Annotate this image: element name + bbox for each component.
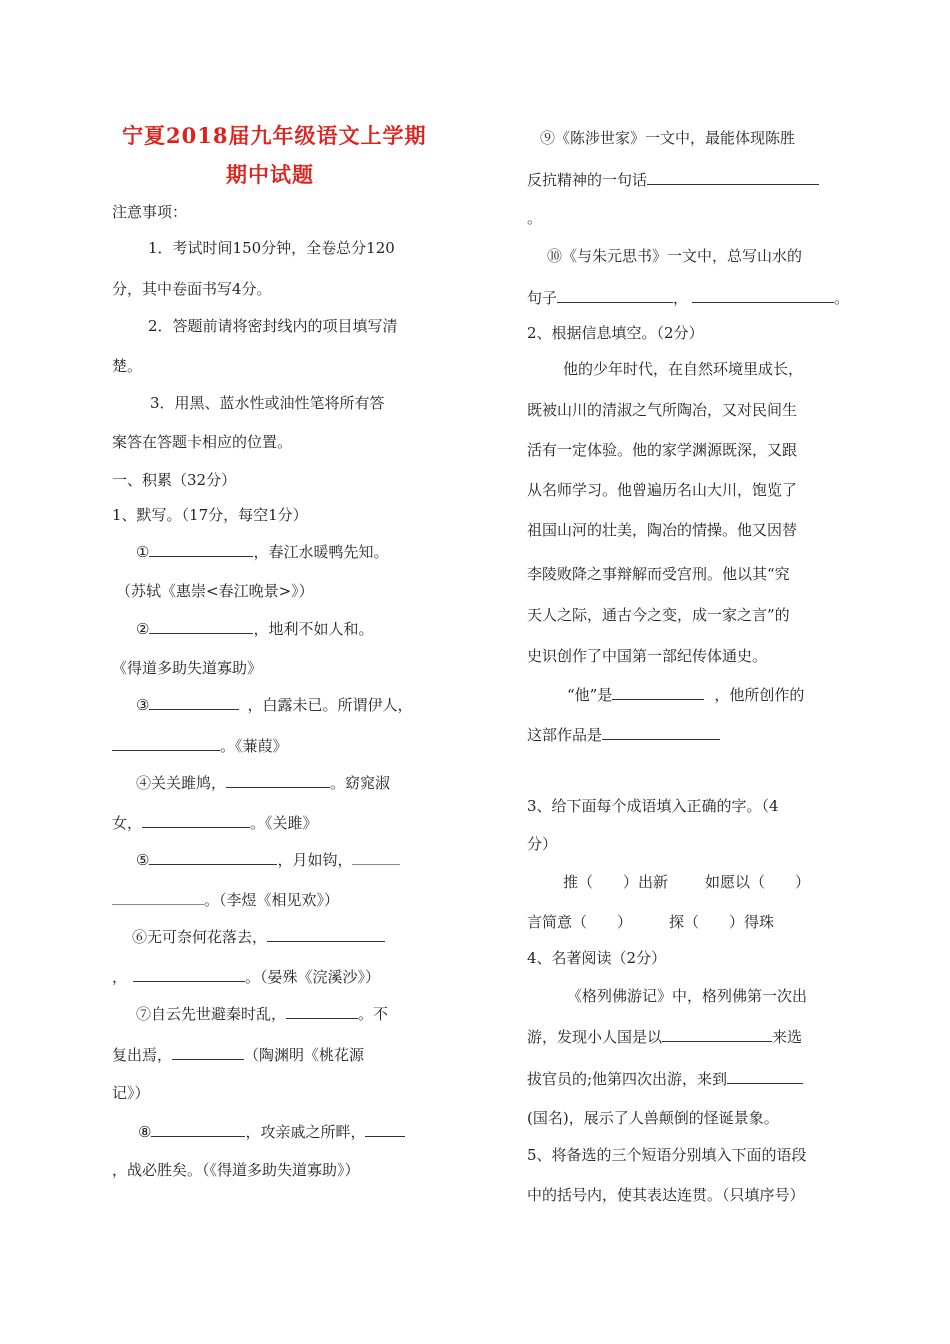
notice-item-2-cont: 楚。	[112, 357, 143, 375]
q2-passage-line: 李陵败降之事辩解而受宫刑。他以其“究	[527, 565, 790, 583]
recite-line-7	[136, 1003, 388, 1024]
q2-answer-line-1	[567, 684, 804, 705]
answer-blank[interactable]	[226, 772, 330, 788]
notice-item-1-cont: 分，其中卷面书写4分。	[112, 280, 272, 298]
q2-answer-line-2	[527, 724, 720, 745]
recite-4b-suffix: 。《关雎》	[250, 814, 318, 832]
recite-10b-prefix: 句子	[527, 289, 558, 307]
answer-blank[interactable]	[133, 966, 245, 982]
answer-blank[interactable]	[602, 724, 720, 740]
answer-blank[interactable]	[365, 1121, 405, 1137]
answer-blank[interactable]	[612, 684, 704, 700]
answer-blank[interactable]	[149, 694, 239, 710]
recite-line-9b	[527, 169, 819, 190]
recite-6b-prefix: ，	[112, 968, 128, 986]
recite-4-suffix: 。窈窕淑	[330, 774, 391, 792]
recite-3-prefix: ③	[136, 696, 150, 714]
recite-line-10b	[527, 287, 849, 308]
recite-5-prefix: ⑤	[136, 851, 150, 869]
recite-8-prefix: ⑧	[138, 1123, 152, 1141]
notice-item-1: 1．考试时间150分钟，全卷总分120	[148, 239, 395, 257]
recite-7b-suffix: （陶渊明《桃花源	[244, 1046, 365, 1064]
answer-blank[interactable]	[662, 1026, 772, 1042]
answer-blank[interactable]	[112, 889, 204, 905]
recite-4-prefix: ④关关雎鸠，	[136, 774, 227, 792]
answer-blank[interactable]	[112, 735, 220, 751]
q4-line-1: 《格列佛游记》中，格列佛第一次出	[567, 987, 808, 1005]
notice-heading: 注意事项：	[112, 203, 188, 221]
idiom-item-4: 探（ ）得珠	[669, 913, 775, 931]
q2-passage-line: 祖国山河的壮美，陶冶的情操。他又因替	[527, 521, 798, 539]
q2-passage-line: 活有一定体验。他的家学渊源既深，又跟	[527, 441, 798, 459]
idiom-item-3: 言简意（ ）	[527, 913, 633, 931]
answer-blank[interactable]	[647, 169, 819, 185]
question-4-heading: 4、名著阅读（2分）	[527, 949, 667, 967]
q2-passage-line: 既被山川的清淑之气所陶冶，又对民间生	[527, 401, 798, 419]
recite-line-4	[136, 772, 390, 793]
q4-line-2-suffix: 来选	[772, 1028, 803, 1046]
recite-line-6	[132, 926, 385, 947]
recite-6-prefix: ⑥无可奈何花落去，	[132, 928, 268, 946]
answer-blank[interactable]	[149, 849, 277, 865]
recite-line-2	[136, 618, 373, 639]
q4-line-2	[527, 1026, 802, 1047]
recite-7-suffix: 。不	[358, 1005, 389, 1023]
question-1-heading: 1、默写。（17分，每空1分）	[112, 506, 308, 524]
q2-passage-line: 他的少年时代，在自然环境里成长，	[563, 360, 804, 378]
recite-line-3b	[112, 735, 288, 756]
recite-line-4b	[112, 812, 318, 833]
idiom-item-2: 如愿以（ ）	[705, 873, 811, 891]
answer-blank[interactable]	[149, 541, 253, 557]
q2-passage-line: 天人之际，通古今之变，成一家之言”的	[527, 606, 790, 624]
q2-passage-line: 从名师学习。他曾遍历名山大川，饱览了	[527, 481, 798, 499]
recite-2-source: 《得道多助失道寡助》	[112, 659, 263, 677]
recite-line-1	[136, 541, 388, 562]
page-title-line1: 宁夏2018届九年级语文上学期	[122, 123, 427, 148]
recite-line-8	[138, 1121, 405, 1142]
recite-1-source: （苏轼《惠崇<春江晚景>》）	[116, 582, 314, 600]
notice-item-3: 3．用黑、蓝水性或油性笔将所有答	[150, 394, 385, 412]
answer-blank[interactable]	[727, 1068, 803, 1084]
answer-blank[interactable]	[692, 287, 834, 303]
idiom-item-1: 推（ ）出新	[563, 873, 669, 891]
recite-10b-mid: ，	[673, 289, 689, 307]
q4-line-4: (国名)，展示了人兽颠倒的怪诞景象。	[527, 1109, 779, 1127]
question-5-heading-cont: 中的括号内，使其表达连贯。（只填序号）	[527, 1186, 805, 1204]
answer-blank[interactable]	[557, 287, 673, 303]
notice-item-3-cont: 案答在答题卡相应的位置。	[112, 433, 293, 451]
page-title-line2: 期中试题	[226, 162, 314, 187]
answer-blank[interactable]	[267, 926, 385, 942]
recite-1-prefix: ①	[136, 543, 150, 561]
answer-blank[interactable]	[151, 1121, 245, 1137]
recite-line-9: ⑨《陈涉世家》一文中，最能体现陈胜	[540, 129, 796, 147]
answer-blank[interactable]	[142, 812, 250, 828]
recite-line-8b: ，战必胜矣。（《得道多助失道寡助》）	[112, 1161, 360, 1179]
q4-line-3	[527, 1068, 803, 1089]
q2-answer-1-prefix: “他”是	[567, 686, 613, 704]
recite-1-suffix: ，春江水暖鸭先知。	[253, 543, 389, 561]
recite-line-5	[136, 849, 400, 870]
recite-2-prefix: ②	[136, 620, 150, 638]
q4-line-3-prefix: 拔官员的;他第四次出游，来到	[527, 1070, 728, 1088]
q2-answer-2-prefix: 这部作品是	[527, 726, 603, 744]
recite-7-prefix: ⑦自云先世避秦时乱，	[136, 1005, 287, 1023]
recite-line-6b	[112, 966, 380, 987]
answer-blank[interactable]	[172, 1044, 244, 1060]
recite-9-end: 。	[527, 209, 543, 227]
recite-line-10: ⑩《与朱元思书》一文中，总写山水的	[547, 247, 803, 265]
q2-passage-line: 史识创作了中国第一部纪传体通史。	[527, 647, 768, 665]
q4-line-2-prefix: 游，发现小人国是以	[527, 1028, 663, 1046]
q2-answer-1-suffix: ，他所创作的	[714, 686, 805, 704]
answer-blank[interactable]	[149, 618, 253, 634]
recite-2-suffix: ，地利不如人和。	[253, 620, 374, 638]
recite-5-suffix: ，月如钩，	[277, 851, 353, 869]
recite-line-7b	[112, 1044, 364, 1065]
recite-7-source-end: 记》）	[112, 1084, 150, 1102]
question-5-heading: 5、将备选的三个短语分别填入下面的语段	[527, 1146, 807, 1164]
notice-item-2: 2．答题前请将密封线内的项目填写清	[148, 317, 398, 335]
recite-3b-suffix: 。《蒹葭》	[220, 737, 288, 755]
recite-4b-prefix: 女，	[112, 814, 143, 832]
recite-line-3	[136, 694, 412, 715]
question-3-heading-cont: 分）	[527, 835, 558, 853]
recite-8-suffix: ，攻亲戚之所畔，	[245, 1123, 366, 1141]
recite-10b-suffix: 。	[834, 289, 850, 307]
recite-line-5b	[112, 889, 339, 910]
question-3-heading: 3、给下面每个成语填入正确的字。（4	[527, 797, 779, 815]
recite-7b-prefix: 复出焉，	[112, 1046, 173, 1064]
recite-6b-suffix: 。（晏殊《浣溪沙》）	[245, 968, 381, 986]
recite-5b-suffix: 。（李煜《相见欢》）	[204, 891, 340, 909]
recite-9b-prefix: 反抗精神的一句话	[527, 171, 648, 189]
answer-blank[interactable]	[352, 849, 400, 865]
question-2-heading: 2、根据信息填空。（2分）	[527, 324, 704, 342]
recite-3-suffix: ，白露未已。所谓伊人，	[247, 696, 413, 714]
answer-blank[interactable]	[286, 1003, 358, 1019]
section-1-heading: 一、积累（32分）	[112, 471, 237, 489]
